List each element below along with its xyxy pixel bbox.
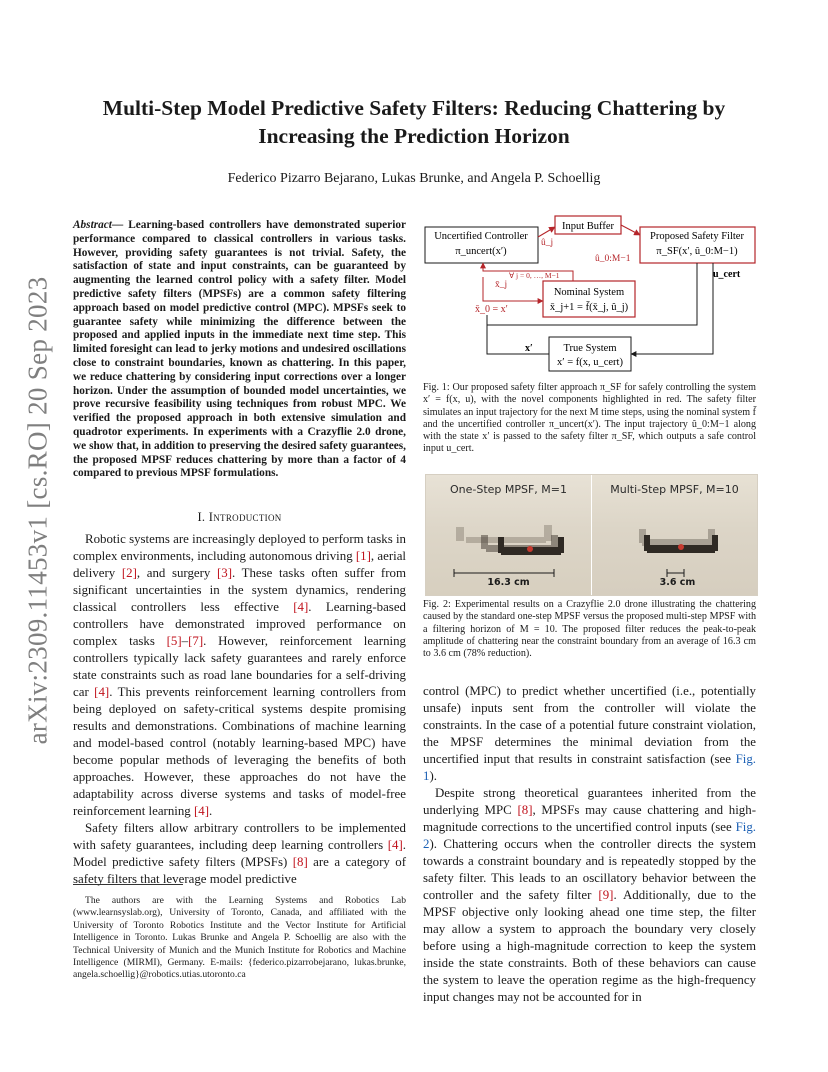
label-u-0-m: û_0:M−1	[595, 254, 631, 264]
label-u-j: û_j	[541, 238, 554, 248]
intro-paragraph-1	[73, 531, 406, 820]
abstract	[73, 219, 406, 481]
figure-2-caption	[423, 599, 756, 660]
affiliation-footnote	[73, 895, 406, 982]
citation-link[interactable]: [3]	[216, 566, 233, 580]
photo-left-measure: 16.3 cm	[487, 577, 530, 588]
arrow-true-to-loop	[487, 325, 549, 354]
abstract-label: Abstract	[73, 219, 112, 231]
footnote-rule	[73, 884, 183, 885]
label-forall: ∀ j = 0, …, M−1	[509, 271, 560, 280]
citation-link[interactable]: [8]	[517, 803, 533, 817]
label-x-prime: x′	[525, 343, 533, 354]
arxiv-stamp-text: arXiv:2309.11453v1 [cs.RO] 20 Sep 2023	[22, 276, 53, 744]
photo-right-measure: 3.6 cm	[659, 577, 696, 588]
arrow-filter-to-true-system	[631, 263, 713, 354]
paragraph-text: , and surgery	[136, 566, 217, 580]
nominal-system-expr: x̄_j+1 = f̄(x̄_j, û_j)	[549, 302, 629, 313]
abstract-body: — Learning-based controllers have demonstrated superior performance compared to classical controllers in various tasks. However, providing safety guarantees is not trivial. Safety, the satisfaction of state and input constraints, can be guaranteed by augmenting the learned control policy with a safety filter. Model predictive safety filters (MPSFs) are a common safety filtering approach based on model predictive control (MPC). MPSFs seek to guarantee safety while minimizing the difference between the proposed and applied inputs in the immediate next time step. This limited foresight can lead to jerky motions and undesired oscillations close to constraint boundaries, known as chattering. In this paper, we reduce chattering by considering input corrections over a longer horizon. Under the assumption of bounded model uncertainties, we prove recursive feasibility using techniques from robust MPC. We verified the proposed approach in both extensive simulation and quadrotor experiments. In experiments with a Crazyflie 2.0 drone, we show that, in addition to preserving the desired safety guarantees, the proposed MPSF reduces chattering by more than a factor of 4 compared to previous MPSF formulations.	[73, 219, 406, 480]
figure-1-caption-text: Our proposed safety filter approach π_SF for safely controlling the system x′ = f(x, u), with the novel components highlighted in red. The safety filter simulates an input trajectory for the next M time steps, using the nominal system f̄ and the uncertified controller π_uncert(x′). The input trajectory û_0:M−1 along with the state x′ is passed to the safety filter π_SF, which outputs a safe control input u_cert.	[423, 382, 757, 455]
citation-link[interactable]: [5]	[166, 634, 182, 648]
arrow-controller-to-buffer	[538, 227, 555, 237]
paragraph-text: . Model predictive safety filters (MPSFs)	[73, 838, 406, 869]
photo-right-title: Multi-Step MPSF, M=10	[610, 483, 739, 496]
uncertified-controller-title: Uncertified Controller	[434, 231, 528, 242]
citation-link[interactable]: [4]	[94, 685, 110, 699]
paragraph-text: ). Chattering occurs when the controller directs the system towards a constraint boundary and is repeatedly stopped by the safety filter. This leads to an oscillatory behavior between the controller and the safety filter	[423, 837, 756, 902]
paragraph-text: Robotic systems are increasingly deployed to perform tasks in complex environments, including autonomous driving	[73, 532, 406, 563]
paragraph-text: Despite strong theoretical guarantees inherited from the underlying MPC	[423, 786, 756, 817]
citation-link[interactable]: [9]	[598, 888, 614, 902]
paper-title	[74, 94, 754, 150]
figure-1-diagram	[423, 215, 758, 375]
citation-link[interactable]: [7]	[188, 634, 204, 648]
safety-filter-title: Proposed Safety Filter	[650, 231, 744, 242]
figure-2-label: Fig. 2:	[423, 599, 451, 610]
section-heading	[73, 510, 406, 525]
citation-link[interactable]: [2]	[121, 566, 137, 580]
paragraph-text: ).	[429, 769, 437, 783]
figure-1-caption	[423, 382, 756, 456]
right-paragraph-2	[423, 785, 756, 1006]
right-paragraph-1	[423, 683, 756, 785]
paragraph-text: . This prevents reinforcement learning controllers from being deployed on safety-critical systems despite promising results and demonstrations. Combinations of machine learning and model-based control (notably learning-based MPC) have become popular methods of leveraging the benefits of both approaches. However, these approaches do not have the adaptability across diverse systems and tasks of model-free reinforcement learning	[73, 685, 406, 818]
paragraph-text: , MPSFs may cause chattering and high-magnitude corrections to the uncertified control inputs (see	[423, 803, 756, 834]
photo-left-panel	[426, 475, 591, 595]
intro-paragraph-2	[73, 820, 406, 888]
arrow-x0-to-nominal	[483, 277, 543, 301]
true-system-title: True System	[563, 343, 617, 354]
citation-link[interactable]: [8]	[292, 855, 308, 869]
paragraph-text: , aerial delivery	[73, 549, 406, 580]
title-line-2: Increasing the Prediction Horizon	[258, 124, 570, 148]
arrow-buffer-to-filter	[621, 225, 640, 235]
photo-left-title: One-Step MPSF, M=1	[449, 483, 568, 496]
citation-link[interactable]: [4]	[387, 838, 403, 852]
paragraph-text: . These tasks often suffer from significant uncertainties in the system dynamics, rendering classical controllers less effective	[73, 566, 406, 614]
paragraph-text: Safety filters allow arbitrary controllers to be implemented with safety guarantees, including deep learning controllers	[73, 821, 406, 852]
paragraph-text: .	[209, 804, 213, 818]
arxiv-stamp	[18, 255, 58, 765]
figure-reference-link[interactable]: Fig. 2	[423, 820, 756, 851]
author-list: Federico Pizarro Bejarano, Lukas Brunke, and Angela P. Schoellig	[227, 171, 601, 186]
section-number: I.	[197, 510, 206, 524]
intro-text	[73, 531, 406, 888]
true-system-expr: x′ = f(x, u_cert)	[557, 357, 623, 368]
paragraph-text: . Learning-based controllers have demonstrated improved performance on complex tasks	[73, 600, 406, 648]
paragraph-text: control (MPC) to predict whether uncertified (i.e., potentially unsafe) inputs sent from the controller will violate the constraints. In the case of a potential future constraint violation, the MPSF determines the minimal deviation from the uncertified input that results in constraint satisfaction (see	[423, 684, 756, 766]
paragraph-text: are a category of safety filters that leverage model predictive	[73, 855, 406, 886]
input-buffer-label: Input Buffer	[561, 221, 615, 232]
photo-right-panel	[592, 475, 757, 595]
uncertified-controller-expr: π_uncert(x′)	[455, 246, 507, 257]
paragraph-text: . Additionally, due to the MPSF objective only looking ahead one time step, the filter may allow a system to approach the boundary very closely before using a high-magnitude correction to keep the system inside the state constraints. Both of these behaviors can cause the system to leave the operation regime as the high-frequency input changes may not be accounted for in	[423, 888, 756, 1004]
citation-link[interactable]: [4]	[293, 600, 309, 614]
paragraph-text: . However, reinforcement learning controllers typically lack safety guarantees and rarely enforce state constraints such as road lane boundaries for a self-driving car	[73, 634, 406, 699]
citation-link[interactable]: [1]	[355, 549, 371, 563]
label-x0: x̄_0 = x′	[475, 304, 508, 315]
citation-link[interactable]: [4]	[193, 804, 210, 818]
figure-1-label: Fig. 1:	[423, 382, 450, 393]
label-u-cert: u_cert	[713, 269, 741, 280]
figure-reference-link[interactable]: Fig. 1	[423, 752, 756, 783]
figure-2-photo	[425, 474, 758, 596]
title-line-1: Multi-Step Model Predictive Safety Filters: Reducing Chattering by	[102, 96, 726, 120]
right-column-text	[423, 683, 756, 1006]
section-title: Introduction	[208, 510, 282, 524]
label-x-bar: x̄_j	[495, 280, 508, 290]
nominal-system-title: Nominal System	[553, 287, 625, 298]
paragraph-text: –	[181, 634, 189, 648]
figure-2-caption-text: Experimental results on a Crazyflie 2.0 drone illustrating the chattering caused by the standard one-step MPSF versus the proposed multi-step MPSF with a filtering horizon of M = 10. The proposed filter reduces the peak-to-peak amplitude of chattering near the constraint boundary from an average of 16.3 cm to 3.6 cm (78% reduction).	[423, 599, 756, 660]
footnote-text: The authors are with the Learning Systems and Robotics Lab (www.learnsyslab.org), University of Toronto, Canada, and affiliated with the University of Toronto Robotics Institute and the Vector Institute for Artificial Intelligence in Toronto. Lukas Brunke and Angela P. Schoellig are also with the Technical University of Munich and the Munich Institute for Robotics and Machine Intelligence (MIRMI), Germany. E-mails: {federico.pizarrobejarano, lukas.brunke, angela.schoellig}@robotics.utias.utoronto.ca	[73, 895, 406, 981]
safety-filter-expr: π_SF(x′, û_0:M−1)	[656, 246, 738, 257]
